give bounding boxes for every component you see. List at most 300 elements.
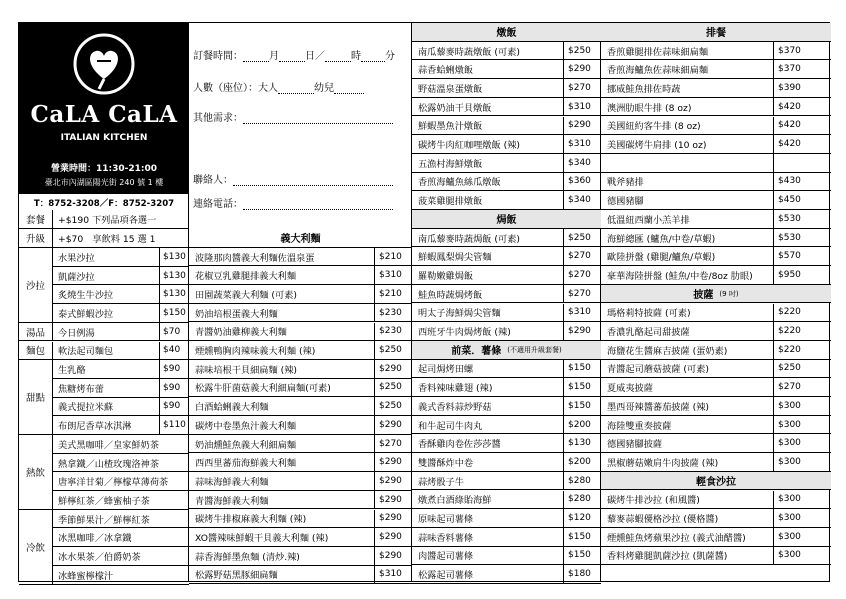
pasta-item — [189, 266, 412, 285]
starters-header-note: (不適用升級套餐) — [507, 345, 562, 354]
starters-item-name: 起司焗烤田螺 — [418, 364, 474, 376]
starters-item — [412, 434, 601, 453]
risotto-item-price: $310 — [563, 98, 601, 116]
baked-item-price: $310 — [563, 304, 601, 322]
risotto-item-price: $290 — [563, 60, 601, 78]
risotto-item — [412, 154, 601, 173]
risotto-item-price: $340 — [563, 154, 601, 172]
pasta-item-price: $310 — [374, 566, 412, 584]
pizza-header-title: 披薩 — [693, 290, 714, 302]
steak-item — [601, 42, 831, 61]
people-label: 人數（座位）：大人 — [193, 83, 278, 94]
steak-item-price: $390 — [773, 79, 831, 97]
pasta-header-title: 義大利麵 — [280, 234, 321, 246]
pasta-item-price: $290 — [374, 453, 412, 471]
light-item-name: 藜麥蒜蝦優格沙拉 (優格醬) — [607, 514, 719, 526]
minute-label: 分 — [385, 51, 395, 62]
starters-item-name: 香料辣味雞翅 (辣) — [418, 383, 493, 395]
day-label: 日／ — [305, 51, 325, 62]
steak-item-name: 美國紐約客牛排 (8 oz) — [607, 121, 701, 133]
pizza-item-name: 墨西哥辣醬蕃茄披薩 (辣) — [607, 401, 709, 413]
pizza-item-price: $300 — [773, 453, 831, 471]
set-cat-1: 套餐 — [19, 210, 53, 229]
month-label: 月 — [269, 51, 279, 62]
steak-item — [601, 135, 831, 154]
pasta-item — [189, 416, 412, 435]
pizza-header — [601, 285, 831, 304]
baked-item-name: 鮮蝦鳳梨焗尖管麵 — [418, 252, 492, 264]
pasta-item-name: 白酒蛤蜊義大利麵 — [195, 402, 269, 414]
left-item — [53, 304, 189, 323]
pasta-item — [189, 528, 412, 547]
pizza-item — [601, 434, 831, 453]
category-label: 甜點 — [19, 360, 53, 435]
pasta-item-name: 青醬奶油雞柳義大利麵 — [195, 327, 287, 339]
steak-item-name: 澳洲肋眼牛排 (8 oz) — [607, 102, 692, 114]
pasta-item-price: $230 — [374, 304, 412, 322]
steak-item-name: 德國豬腳 — [607, 196, 644, 208]
baked-item-price: $250 — [563, 229, 601, 247]
pasta-item-price: $290 — [374, 360, 412, 378]
left-item-name: 唐寧洋甘菊／檸檬草薄荷茶 — [58, 477, 169, 489]
light-item — [601, 509, 831, 528]
risotto-item — [412, 191, 601, 210]
pasta-item-name: 煙燻鴨胸肉辣味義大利麵 (辣) — [195, 346, 316, 358]
left-item — [53, 472, 189, 491]
steak-item-name: 歐陸拼盤 (雞腿/鱸魚/草蝦) — [607, 252, 716, 264]
starters-header — [412, 341, 601, 360]
baked-item-name: 鮭魚時蔬焗烤飯 — [418, 289, 483, 301]
starters-item-price: $280 — [563, 491, 601, 509]
pasta-item-name: 花椒豆乳雞腿排義大利麵 — [195, 271, 297, 283]
steak-item — [601, 173, 831, 192]
risotto-item — [412, 60, 601, 79]
pasta-item-price: $270 — [374, 435, 412, 453]
pizza-item-name: 香濃乳酪起司甜披薩 — [607, 327, 690, 339]
left-item-name: 布朗尼香草冰淇淋 — [58, 421, 132, 433]
pasta-item-price: $250 — [374, 379, 412, 397]
risotto-item-price: $310 — [563, 135, 601, 153]
steak-header-title: 排餐 — [706, 28, 726, 40]
risotto-item-name: 南瓜藜麥時蔬燉飯 (可素) — [418, 46, 520, 58]
pasta-item — [189, 491, 412, 510]
left-item-price: $90 — [159, 379, 189, 397]
pizza-item-price: $300 — [773, 434, 831, 452]
left-item-name: 今日例湯 — [58, 327, 95, 339]
steak-item-price: $430 — [773, 173, 831, 191]
steak-item-price: $530 — [773, 229, 831, 247]
starters-item — [412, 565, 601, 584]
pasta-item-name: 奶油燻鮭魚義大利細扁麵 — [195, 439, 297, 451]
pizza-item-price: $220 — [773, 341, 831, 359]
starters-item — [412, 528, 601, 547]
category-label: 湯品 — [19, 323, 53, 342]
starters-item — [412, 509, 601, 528]
phone-fax: T：8752-3208／F：8752-3207 — [19, 193, 189, 211]
starters-item-name: 燉煮白酒綠貽海鮮 — [418, 495, 492, 507]
pasta-item — [189, 435, 412, 454]
left-item-name: 軟法起司麵包 — [58, 346, 114, 358]
steak-header — [601, 23, 831, 42]
baked-item — [412, 229, 601, 248]
left-item — [53, 360, 189, 379]
pasta-item-price: $290 — [374, 547, 412, 565]
steak-item — [601, 266, 831, 285]
starters-item — [412, 416, 601, 435]
pizza-item — [601, 360, 831, 379]
starters-item-name: 原味起司薯條 — [418, 514, 474, 526]
pasta-item-price: $250 — [374, 341, 412, 359]
pizza-item-price: $270 — [773, 378, 831, 396]
risotto-item — [412, 135, 601, 154]
pasta-item-name: 蒜味海鮮義大利麵 — [195, 476, 269, 488]
light-item — [601, 491, 831, 510]
pasta-item-name: XO醬辣味鮮蝦干貝義大利麵 (辣) — [195, 533, 329, 545]
steak-item-price: $370 — [773, 60, 831, 78]
baked-item — [412, 322, 601, 341]
starters-item — [412, 491, 601, 510]
set-text-2: +$70 享飲料 15 選 1 — [58, 233, 156, 245]
starters-item-price: $150 — [563, 528, 601, 546]
pasta-item-name: 波隆那肉醬義大利麵佐溫泉蛋 — [195, 252, 315, 264]
light-header-title: 輕食沙拉 — [696, 477, 736, 489]
pizza-item-price: $220 — [773, 322, 831, 340]
starters-item-name: 香酥雞肉卷佐莎莎醬 — [418, 439, 501, 451]
steak-item-name: 香煎雞腿排佐蒜味細扁麵 — [607, 46, 709, 58]
left-item — [53, 342, 189, 361]
pasta-item-price: $290 — [374, 472, 412, 490]
steak-item-name: 低溫紐西蘭小羔羊排 — [607, 214, 690, 226]
steak-item-name: 豪華海陸拼盤 (鮭魚/中卷/8oz 肋眼) — [607, 270, 753, 282]
category-label: 沙拉 — [19, 248, 53, 323]
baked-item — [412, 285, 601, 304]
baked-item — [412, 304, 601, 323]
risotto-header-title: 燉飯 — [496, 28, 517, 40]
steak-item-price: $950 — [773, 266, 831, 284]
steak-item — [601, 79, 831, 98]
baked-item-price: $270 — [563, 266, 601, 284]
left-item-name: 泰式鮮蝦沙拉 — [58, 308, 114, 320]
pasta-item-price: $290 — [374, 528, 412, 546]
hour-label: 時 — [351, 51, 361, 62]
steak-item — [601, 98, 831, 117]
risotto-item-name: 五漁村海鮮燉飯 — [418, 158, 483, 170]
pizza-item-name: 海陸雙重奏披薩 — [607, 420, 672, 432]
pasta-item-price: $290 — [374, 510, 412, 528]
pasta-item-price: $290 — [374, 491, 412, 509]
starters-item-name: 蒜烤骰子牛 — [418, 476, 464, 488]
left-item-name: 凱薩沙拉 — [58, 271, 95, 283]
left-item — [53, 379, 189, 398]
starters-item-price: $150 — [563, 547, 601, 565]
pasta-item — [189, 510, 412, 529]
pasta-item-price: $250 — [374, 397, 412, 415]
starters-item — [412, 378, 601, 397]
pasta-item-price: $210 — [374, 285, 412, 303]
left-item-price: $130 — [159, 285, 189, 303]
steak-item-price: $530 — [773, 210, 831, 228]
pasta-item-name: 松露牛肝菌菇義大利細扁麵(可素) — [195, 383, 331, 395]
pizza-item-name: 黑椒蘑菇嫩肩牛肉披薩 (辣) — [607, 457, 719, 469]
pasta-item-name: 青醬海鮮義大利麵 — [195, 495, 269, 507]
starters-item — [412, 453, 601, 472]
pizza-item-price: $250 — [773, 360, 831, 378]
pasta-item — [189, 341, 412, 360]
left-item — [53, 267, 189, 286]
pizza-item-price: $220 — [773, 304, 831, 322]
light-header — [601, 472, 831, 491]
set-cat-2: 升級 — [19, 229, 53, 248]
pizza-item — [601, 322, 831, 341]
left-item-name: 季節鮮果汁／鮮檸紅茶 — [58, 514, 150, 526]
light-item-name: 香料烤雞腿凱薩沙拉 (凱薩醬) — [607, 551, 728, 563]
pasta-item — [189, 360, 412, 379]
baked-header — [412, 210, 601, 229]
left-item-price: $70 — [159, 323, 189, 341]
baked-item-name: 羅勒嫩雞焗飯 — [418, 270, 474, 282]
pasta-item — [189, 304, 412, 323]
pasta-item-price: $230 — [374, 323, 412, 341]
starters-item-price: $150 — [563, 397, 601, 415]
left-item — [53, 416, 189, 435]
pasta-item-price: $290 — [374, 416, 412, 434]
steak-item-price: $420 — [773, 117, 831, 135]
starters-item-price: $180 — [563, 565, 601, 583]
starters-item-price: $200 — [563, 416, 601, 434]
steak-item — [601, 229, 831, 248]
pasta-item-name: 蒜香海鮮墨魚麵 (清炒.辣) — [195, 551, 300, 563]
left-item — [53, 491, 189, 510]
pizza-item — [601, 378, 831, 397]
risotto-item — [412, 117, 601, 136]
left-item-name: 美式黑咖啡／皇家鮮奶茶 — [58, 439, 160, 451]
pasta-item-name: 西西里蕃茄海鮮義大利麵 — [195, 458, 297, 470]
steak-item-price: $570 — [773, 247, 831, 265]
light-item-name: 煙燻鮭魚烤蘋果沙拉 (義式油醋醬) — [607, 532, 746, 544]
pasta-header — [189, 229, 412, 248]
baked-item — [412, 247, 601, 266]
starters-item-price: $130 — [563, 434, 601, 452]
risotto-item-price: $290 — [563, 117, 601, 135]
left-item-name: 炙燒生牛沙拉 — [58, 290, 114, 302]
category-label: 麵包 — [19, 342, 53, 361]
pasta-item — [189, 453, 412, 472]
steak-item-price: $370 — [773, 42, 831, 60]
left-item — [53, 398, 189, 417]
starters-item-name: 松露起司薯條 — [418, 570, 474, 582]
left-item — [53, 529, 189, 548]
brand-name: CaLA CaLA — [30, 101, 178, 128]
steak-item-name: 海鮮總匯 (鱸魚/中卷/草蝦) — [607, 233, 716, 245]
baked-header-title: 焗飯 — [496, 215, 517, 227]
pasta-item — [189, 397, 412, 416]
left-item-name: 熱拿鐵／山楂玫瑰洛神茶 — [58, 458, 160, 470]
notes-label: 其他需求： — [193, 113, 243, 124]
left-item — [53, 510, 189, 529]
address: 臺北市內湖區陽光街 240 號 1 樓 — [44, 178, 164, 187]
risotto-item-price: $360 — [563, 173, 601, 191]
steak-item — [601, 154, 831, 173]
light-item-price: $300 — [773, 491, 831, 509]
starters-item — [412, 360, 601, 379]
pizza-item-name: 夏威夷披薩 — [607, 383, 653, 395]
steak-item-name: 戰斧豬排 — [607, 177, 644, 189]
risotto-item — [412, 79, 601, 98]
starters-item — [412, 547, 601, 566]
pizza-item-name: 德國豬腳披薩 — [607, 439, 663, 451]
left-item-name: 生乳酪 — [58, 365, 86, 377]
starters-item-price: $200 — [563, 453, 601, 471]
baked-item-price: $290 — [563, 322, 601, 340]
pizza-item — [601, 341, 831, 360]
risotto-item-price: $250 — [563, 42, 601, 60]
left-item-price: $90 — [159, 398, 189, 416]
pasta-item-name: 蒜味培根干貝細扁麵 (辣) — [195, 364, 297, 376]
left-item — [53, 323, 189, 342]
left-item-name: 焦糖烤布蕾 — [58, 383, 104, 395]
starters-item-price: $150 — [563, 378, 601, 396]
risotto-item-name: 松露奶油干貝燉飯 — [418, 102, 492, 114]
pasta-item-price: $210 — [374, 248, 412, 266]
opening-hours: 營業時間：11:30-21:00 — [50, 164, 158, 174]
left-item-price: $110 — [159, 416, 189, 434]
steak-item — [601, 117, 831, 136]
starters-item-name: 肉醬起司薯條 — [418, 551, 474, 563]
steak-item-name: 美國碳烤牛肩排 (10 oz) — [607, 140, 707, 152]
pizza-item-name: 青醬起司蘑菇披薩 (可素) — [607, 364, 709, 376]
pasta-item — [189, 248, 412, 267]
baked-item-name: 南瓜藜麥時蔬焗飯 (可素) — [418, 233, 520, 245]
pasta-item — [189, 472, 412, 491]
left-item-name: 義式提拉米蘇 — [58, 402, 114, 414]
left-item-name: 冰水果茶／伯爵奶茶 — [58, 552, 141, 564]
contact-label: 聯絡人： — [193, 175, 233, 186]
phone-label: 連絡電話： — [193, 199, 243, 210]
light-item — [601, 547, 831, 566]
starters-item-name: 雙醬酥炸中卷 — [418, 457, 474, 469]
baked-item-price: $270 — [563, 285, 601, 303]
risotto-header — [412, 23, 601, 42]
steak-item — [601, 60, 831, 79]
risotto-item — [412, 173, 601, 192]
baked-item — [412, 266, 601, 285]
pizza-item — [601, 397, 831, 416]
pasta-item-name: 碳烤牛排椒麻義大利麵 (辣) — [195, 514, 307, 526]
light-item-price: $300 — [773, 509, 831, 527]
risotto-item-price: $270 — [563, 79, 601, 97]
starters-item — [412, 472, 601, 491]
light-item — [601, 528, 831, 547]
left-item — [53, 454, 189, 473]
pasta-item-name: 碳烤中卷墨魚汁義大利麵 — [195, 420, 297, 432]
menu-frame — [18, 22, 830, 582]
starters-item-name: 義式香料蒜炒野菇 — [418, 401, 492, 413]
set-text-1: +$190 下列品項各選一 — [58, 214, 157, 226]
left-item-price: $40 — [159, 342, 189, 360]
pizza-header-note: (9 吋) — [719, 289, 739, 298]
starters-item-price: $150 — [563, 360, 601, 378]
steak-item — [601, 191, 831, 210]
baked-item-name: 明太子海鮮焗尖管麵 — [418, 308, 501, 320]
risotto-item-price: $340 — [563, 191, 601, 209]
left-categories — [19, 23, 189, 581]
pizza-item — [601, 304, 831, 323]
left-item-price: $130 — [159, 248, 189, 266]
pizza-item-name: 瑪格莉特披薩 (可素) — [607, 308, 691, 320]
steak-item-price: $420 — [773, 135, 831, 153]
pasta-item — [189, 547, 412, 566]
pizza-item — [601, 416, 831, 435]
risotto-item — [412, 98, 601, 117]
pasta-item — [189, 379, 412, 398]
pasta-item — [189, 285, 412, 304]
baked-item-name: 西班牙牛肉焗烤飯 (辣) — [418, 327, 511, 339]
left-item — [53, 547, 189, 566]
left-item-name: 水果沙拉 — [58, 252, 95, 264]
steak-item-price: $450 — [773, 191, 831, 209]
steak-item — [601, 210, 831, 229]
brand-subtitle: ITALIAN KITCHEN — [60, 133, 148, 143]
starters-item-price: $280 — [563, 472, 601, 490]
category-label: 冷飲 — [19, 510, 53, 585]
risotto-item-name: 香煎海鱸魚絲瓜燉飯 — [418, 177, 501, 189]
left-item-name: 冰蜂蜜檸檬汁 — [58, 570, 114, 582]
light-item-price: $300 — [773, 547, 831, 565]
pasta-item-name: 田園蔬菜義大利麵 (可素) — [195, 289, 297, 301]
pasta-item-name: 奶油培根蛋義大利麵 — [195, 308, 278, 320]
baked-item-price: $270 — [563, 247, 601, 265]
pizza-item-price: $300 — [773, 397, 831, 415]
risotto-item-name: 鮮蝦墨魚汁燉飯 — [418, 121, 483, 133]
steak-item-price: $420 — [773, 98, 831, 116]
risotto-item-name: 碳烤牛肉紅咖哩燉飯 (辣) — [418, 140, 520, 152]
left-item — [53, 435, 189, 454]
starters-item-name: 蒜味香料薯條 — [418, 532, 474, 544]
light-item-price: $300 — [773, 528, 831, 546]
pasta-item-price: $310 — [374, 266, 412, 284]
risotto-item-name: 蒜香蛤蜊燉飯 — [418, 65, 474, 77]
steak-item-name: 挪威鮭魚排佐時蔬 — [607, 83, 681, 95]
risotto-item-name: 野菇溫泉蛋燉飯 — [418, 83, 483, 95]
pasta-item — [189, 323, 412, 342]
left-item-name: 鮮檸紅茶／蜂蜜柚子茶 — [58, 495, 150, 507]
pasta-item — [189, 566, 412, 585]
left-item — [53, 285, 189, 304]
risotto-item-name: 菠菜雞腿排燉飯 — [418, 196, 483, 208]
left-item-price: $150 — [159, 304, 189, 322]
light-item-name: 碳烤牛排沙拉 (和風醬) — [607, 495, 700, 507]
risotto-item — [412, 42, 601, 61]
child-label: 幼兒 — [314, 83, 334, 94]
starters-header-title: 前菜．薯條 — [451, 346, 502, 358]
steak-item-price — [773, 154, 831, 172]
pizza-item-name: 海鹽花生醬麻吉披薩 (蛋奶素) — [607, 345, 728, 357]
left-item-price: $90 — [159, 360, 189, 378]
pizza-item — [601, 453, 831, 472]
starters-item-price: $120 — [563, 509, 601, 527]
left-item-price: $130 — [159, 267, 189, 285]
starters-item — [412, 397, 601, 416]
left-item-name: 冰黑咖啡／冰拿鐵 — [58, 533, 132, 545]
steak-item-name: 香煎海鱸魚佐蒜味細扁麵 — [607, 65, 709, 77]
starters-item-name: 和牛起司牛肉丸 — [418, 420, 483, 432]
left-item — [53, 248, 189, 267]
steak-item — [601, 247, 831, 266]
pizza-item-price: $300 — [773, 416, 831, 434]
left-item — [53, 566, 189, 585]
order-time-label: 訂餐時間： — [193, 51, 243, 62]
category-label: 熱飲 — [19, 435, 53, 510]
